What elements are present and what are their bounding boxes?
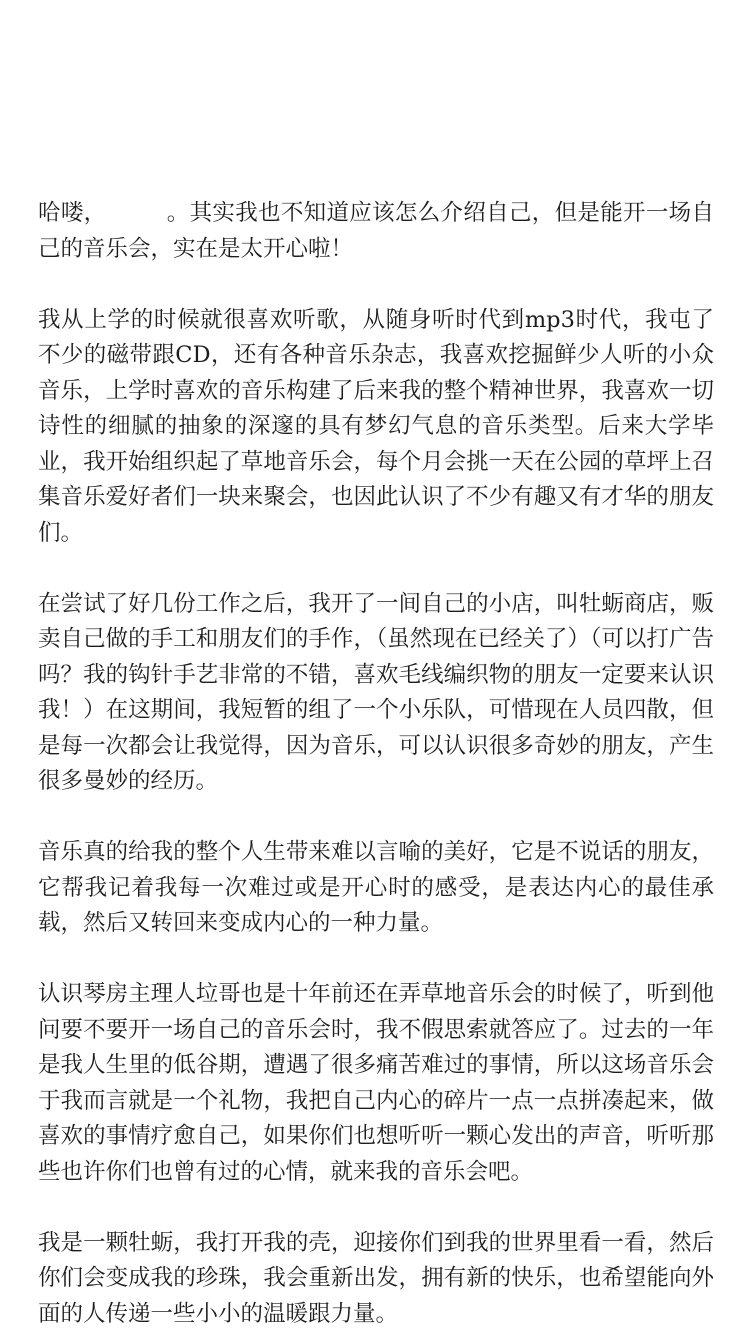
paragraph-music-meaning: 音乐真的给我的整个人生带来难以言喻的美好，它是不说话的朋友，它帮我记着我每一次难过或是开心时的感受，是表达内心的最佳承载，然后又转回来变成内心的一种力量。 (38, 839, 714, 936)
article-body (38, 196, 714, 1332)
greeting-text: 哈喽， (38, 200, 107, 226)
paragraph-concert: 认识琴房主理人垃哥也是十年前还在弄草地音乐会的时候了，听到他问要不要开一场自己的音乐会时，我不假思索就答应了。过去的一年是我人生里的低谷期，遭遇了很多痛苦难过的事情，所以这场音乐会于我而言就是一个礼物，我把自己内心的碎片一点一点拼凑起来，做喜欢的事情疗愈自己，如果你们也想听听一颗心发出的声音，听听那些也许你们也曾有过的心情，就来我的音乐会吧。 (38, 981, 714, 1185)
paragraph-music-history: 我从上学的时候就很喜欢听歌，从随身听时代到mp3时代，我屯了不少的磁带跟CD，还有各种音乐杂志，我喜欢挖掘鲜少人听的小众音乐，上学时喜欢的音乐构建了后来我的整个精神世界，我喜欢一切诗性的细腻的抽象的深邃的具有梦幻气息的音乐类型。后来大学毕业，我开始组织起了草地音乐会，每个月会挑一天在公园的草坪上召集音乐爱好者们一块来聚会，也因此认识了不少有趣又有才华的朋友们。 (38, 306, 714, 546)
redacted-name (106, 201, 166, 223)
paragraph-intro (38, 196, 714, 267)
paragraph-closing: 我是一颗牡蛎，我打开我的壳，迎接你们到我的世界里看一看，然后你们会变成我的珍珠，我会重新出发，拥有新的快乐，也希望能向外面的人传递一些小小的温暖跟力量。 (38, 1229, 714, 1327)
intro-text: 。其实我也不知道应该怎么介绍自己，但是能开一场自己的音乐会，实在是太开心啦！ (38, 200, 714, 262)
paragraph-shop: 在尝试了好几份工作之后，我开了一间自己的小店，叫牡蛎商店，贩卖自己做的手工和朋友们的手作，（虽然现在已经关了）（可以打广告吗？我的钩针手艺非常的不错，喜欢毛线编织物的朋友一定要来认识我！）在这期间，我短暂的组了一个小乐队，可惜现在人员四散，但是每一次都会让我觉得，因为音乐，可以认识很多奇妙的朋友，产生很多曼妙的经历。 (38, 590, 714, 794)
